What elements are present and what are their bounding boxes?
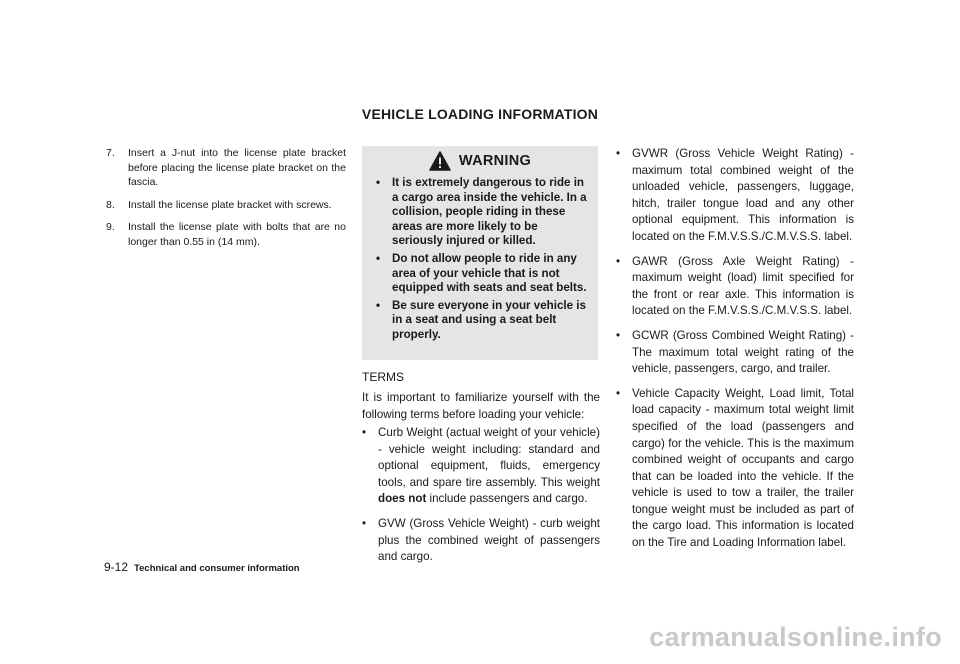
warning-item-text: It is extremely dangerous to ride in a cargo area inside the vehicle. In a collision, people riding in these areas are more likely to be seriously injured or killed. [392,176,587,248]
term-curb-weight-after: include passengers and cargo. [426,492,588,506]
terms-intro: It is important to familiarize yourself with the following terms before loading your vehicle: [362,391,600,421]
term-gvwr: GVWR (Gross Vehicle Weight Rating) - maximum total combined weight of the unloaded vehicle, passengers, luggage, hitch, trailer tongue load and any other optional equipment. This information is located on the F.M.V.S.S./C.M.V.S.S. label. [632,147,854,243]
term-gcwr: GCWR (Gross Combined Weight Rating) - The maximum total weight rating of the vehicle, passengers, cargo, and trailer. [632,328,854,376]
page-number: 9-12 [104,560,129,574]
bullet-icon: • [362,516,367,530]
bullet-icon: • [616,147,621,160]
step-text: Install the license plate bracket with screws. [128,198,332,211]
step-number: 8. [106,198,115,211]
warning-title: WARNING [458,153,532,169]
bullet-icon: • [616,254,621,268]
bullet-icon: • [616,328,621,342]
term-item [616,328,854,378]
term-curb-weight-emphasis: does not [378,492,427,506]
step-number: 9. [106,221,115,233]
term-item [616,254,854,320]
warning-box [362,146,598,360]
warning-item [376,176,588,249]
terms-list [362,425,600,574]
warning-triangle-icon [429,151,451,171]
bullet-icon: • [616,386,621,400]
warning-item [376,252,588,296]
warning-item-text: Do not allow people to ride in any area of your vehicle that is not equipped with seats and seat belts. [392,251,587,295]
bullet-icon: • [362,426,367,439]
warning-item-text: Be sure everyone in your vehicle is in a seat and using a seat belt properly. [392,298,586,341]
term-gawr: GAWR (Gross Axle Weight Rating) - maximum weight (load) limit specified for the front or rear axle. This information is located on the F.M.V.S.S./C.M.V.S.S. label. [632,254,854,318]
bullet-icon: • [376,251,381,265]
page-footer [104,560,300,574]
section-title: VEHICLE LOADING INFORMATION [361,106,599,122]
term-curb-weight-before: Curb Weight (actual weight of your vehicle) - vehicle weight including: standard and optional equipment, fluids, emergency tools, and spare tire assembly. This weight [378,426,600,489]
term-capacity-weight: Vehicle Capacity Weight, Load limit, Total load capacity - maximum total weight limit specified of the load (passengers and cargo) for the vehicle. This is the maximum combined weight of occupants and cargo that can be loaded into the vehicle. If the vehicle is used to tow a trailer, the trailer tongue weight must be included as part of the cargo load. This information is located on the Tire and Loading Information label. [632,386,854,550]
terms-heading: TERMS [362,370,404,384]
watermark: carmanualsonline.info [649,622,942,652]
footer-title: Technical and consumer information [134,563,300,574]
warning-list [362,176,598,343]
term-item [616,386,854,552]
step-item [106,146,346,190]
warning-header [362,146,598,176]
step-item [106,198,346,213]
step-text: Install the license plate with bolts that are no longer than 0.55 in (14 mm). [128,221,346,248]
bullet-icon: • [376,298,381,312]
term-gvw: GVW (Gross Vehicle Weight) - curb weight plus the combined weight of passengers and cargo. [378,516,600,564]
steps-column [106,146,346,257]
term-item [362,516,600,566]
step-number: 7. [106,147,115,159]
right-column-list [616,146,854,560]
bullet-icon: • [376,176,381,189]
term-item [616,146,854,246]
step-item [106,220,346,249]
term-curb-weight [378,425,600,508]
warning-item [376,299,588,343]
term-item [362,425,600,508]
step-text: Insert a J-nut into the license plate bracket before placing the license plate bracket on the fascia. [128,147,346,188]
